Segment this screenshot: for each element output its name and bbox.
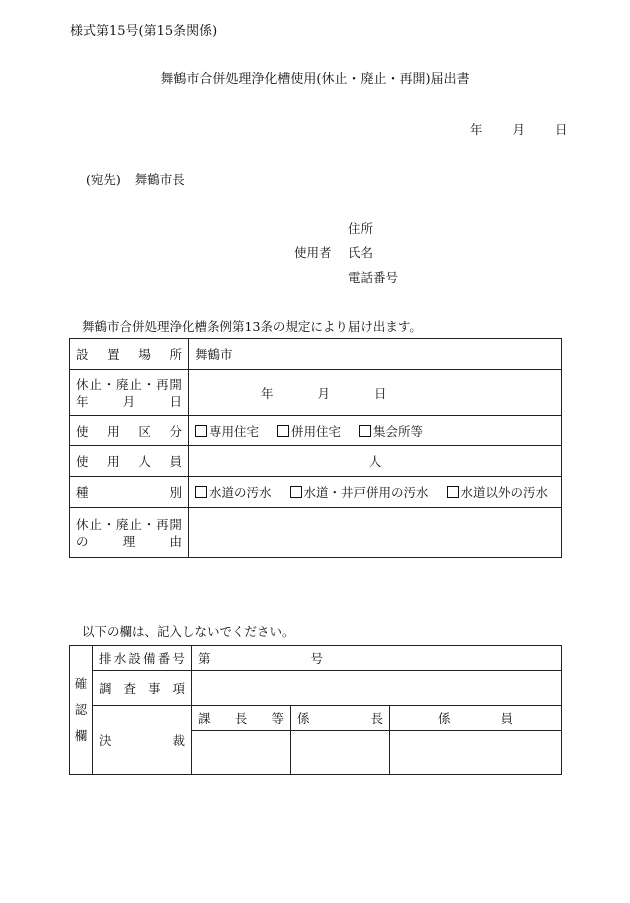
label-char: ・ [102, 516, 116, 532]
row-location [70, 339, 562, 370]
label-char: ・ [102, 376, 116, 392]
label-char: 開 [169, 516, 182, 532]
label-char: 休 [76, 516, 89, 532]
label-char: ・ [142, 516, 156, 532]
label-char: 備 [143, 651, 156, 666]
value-drainage-no[interactable] [192, 646, 562, 671]
confirm-char: 認 [74, 702, 88, 717]
label-char: 排 [99, 651, 112, 666]
type-option-label: 水道の汚水 [209, 485, 272, 500]
row-usage [70, 416, 562, 446]
value-date-month: 月 [317, 385, 331, 401]
value-users[interactable] [189, 446, 562, 477]
type-option-label: 水道以外の汚水 [460, 485, 549, 500]
label-drainage-no [93, 646, 192, 671]
label-char: 廃 [116, 376, 129, 392]
label-char: 号 [172, 651, 185, 666]
label-char: 長 [370, 711, 383, 726]
applicant-name-label: 氏名 [348, 245, 374, 260]
usage-option-exclusive[interactable] [195, 424, 259, 439]
drainage-no-prefix: 第 [198, 651, 211, 666]
stamp-section-chief[interactable] [291, 731, 390, 775]
date-day: 日 [555, 122, 568, 137]
label-char: 理 [122, 533, 136, 549]
label-char: 場 [138, 347, 151, 362]
label-char: 設 [128, 651, 141, 666]
label-char: 休 [76, 376, 89, 392]
label-usage [70, 416, 189, 446]
type-option-water[interactable] [195, 485, 272, 500]
row-approval-header [70, 706, 562, 731]
stamp-staff[interactable] [390, 731, 562, 775]
label-char: 等 [271, 711, 284, 726]
label-char: 員 [500, 711, 514, 726]
label-char: 別 [169, 485, 182, 500]
label-char: 係 [438, 711, 451, 726]
label-char: 用 [107, 423, 120, 439]
label-decision [93, 706, 192, 775]
row-reason [70, 508, 562, 558]
label-char: 日 [169, 393, 182, 409]
addressee [86, 170, 185, 188]
type-option-other[interactable] [447, 485, 549, 500]
checkbox-icon [277, 425, 289, 437]
addressee-name: 舞鶴市長 [134, 172, 185, 187]
row-date [70, 370, 562, 416]
label-char: 査 [123, 681, 136, 696]
label-char: 係 [297, 711, 310, 726]
users-unit: 人 [368, 454, 382, 469]
row-survey [70, 671, 562, 706]
label-char: 項 [172, 681, 185, 696]
value-location[interactable]: 舞鶴市 [189, 339, 562, 370]
value-survey[interactable] [192, 671, 562, 706]
checkbox-icon [195, 486, 207, 498]
label-char: 使 [76, 454, 89, 469]
label-char: 区 [138, 423, 151, 439]
confirm-column-label [70, 646, 93, 775]
label-char: 課 [198, 711, 211, 726]
label-char: 止 [129, 376, 142, 392]
page-title: 舞鶴市合併処理浄化槽使用(休止・廃止・再開)届出書 [160, 72, 470, 87]
value-date[interactable] [189, 370, 562, 416]
label-char: 種 [76, 485, 89, 500]
label-survey [93, 671, 192, 706]
label-char: 月 [122, 393, 136, 409]
usage-option-label: 専用住宅 [209, 423, 260, 439]
label-char: 開 [169, 376, 182, 392]
label-char: 長 [234, 711, 248, 726]
label-char: 番 [157, 651, 171, 666]
label-char: 所 [169, 347, 182, 362]
label-char: 人 [138, 454, 151, 469]
value-usage [189, 416, 562, 446]
form-number: 様式第15号(第15条関係) [70, 24, 218, 39]
label-type [70, 477, 189, 508]
value-reason[interactable] [189, 508, 562, 558]
office-table [69, 645, 562, 775]
label-char: 再 [156, 376, 169, 392]
label-char: 用 [107, 454, 120, 469]
label-char: 止 [89, 376, 102, 392]
value-date-day: 日 [374, 385, 387, 401]
label-char: 調 [99, 681, 112, 696]
label-char: 設 [76, 347, 89, 362]
label-char: 水 [113, 651, 127, 666]
label-char: 使 [76, 423, 89, 439]
usage-option-assembly[interactable] [359, 424, 423, 439]
applicant-role: 使用者 [294, 245, 332, 260]
office-note: 以下の欄は、記入しないでください。 [82, 624, 295, 639]
label-char: 廃 [116, 516, 129, 532]
date-line [470, 120, 568, 138]
row-type [70, 477, 562, 508]
checkbox-icon [447, 486, 459, 498]
label-char: 分 [169, 423, 182, 439]
usage-option-label: 集会所等 [373, 423, 424, 439]
date-year: 年 [470, 122, 483, 137]
applicant-phone-label: 電話番号 [348, 270, 399, 285]
statement: 舞鶴市合併処理浄化槽条例第13条の規定により届け出ます。 [82, 319, 422, 334]
type-option-label: 水道・井戸併用の汚水 [303, 485, 429, 500]
label-char: 事 [147, 681, 161, 696]
checkbox-icon [359, 425, 371, 437]
addressee-prefix: (宛先) [86, 172, 121, 187]
label-char: 再 [156, 516, 169, 532]
label-users [70, 446, 189, 477]
label-date [70, 370, 189, 416]
value-type [189, 477, 562, 508]
label-char: 員 [169, 454, 182, 469]
applicant-address-label: 住所 [348, 221, 374, 236]
label-char: 年 [76, 393, 89, 409]
checkbox-icon [290, 486, 302, 498]
label-char: 置 [107, 347, 120, 362]
label-section-chief [291, 706, 390, 731]
value-date-year: 年 [261, 385, 274, 401]
confirm-char: 確 [74, 676, 88, 691]
label-location [70, 339, 189, 370]
label-staff [390, 706, 562, 731]
date-month: 月 [512, 122, 526, 137]
usage-option-label: 併用住宅 [291, 423, 342, 439]
label-char: 止 [129, 516, 142, 532]
stamp-chief[interactable] [192, 731, 291, 775]
label-char: の [76, 533, 89, 549]
row-users [70, 446, 562, 477]
label-char: 止 [89, 516, 102, 532]
main-table [69, 338, 562, 558]
type-option-water-well[interactable] [290, 485, 429, 500]
label-char: ・ [142, 376, 156, 392]
label-chief [192, 706, 291, 731]
confirm-char: 欄 [74, 728, 88, 743]
label-reason [70, 508, 189, 558]
row-drainage-no [70, 646, 562, 671]
label-char: 裁 [172, 733, 185, 748]
usage-option-combined[interactable] [277, 424, 341, 439]
checkbox-icon [195, 425, 207, 437]
label-char: 由 [169, 533, 182, 549]
label-char: 決 [99, 733, 112, 748]
drainage-no-suffix: 号 [310, 651, 324, 666]
